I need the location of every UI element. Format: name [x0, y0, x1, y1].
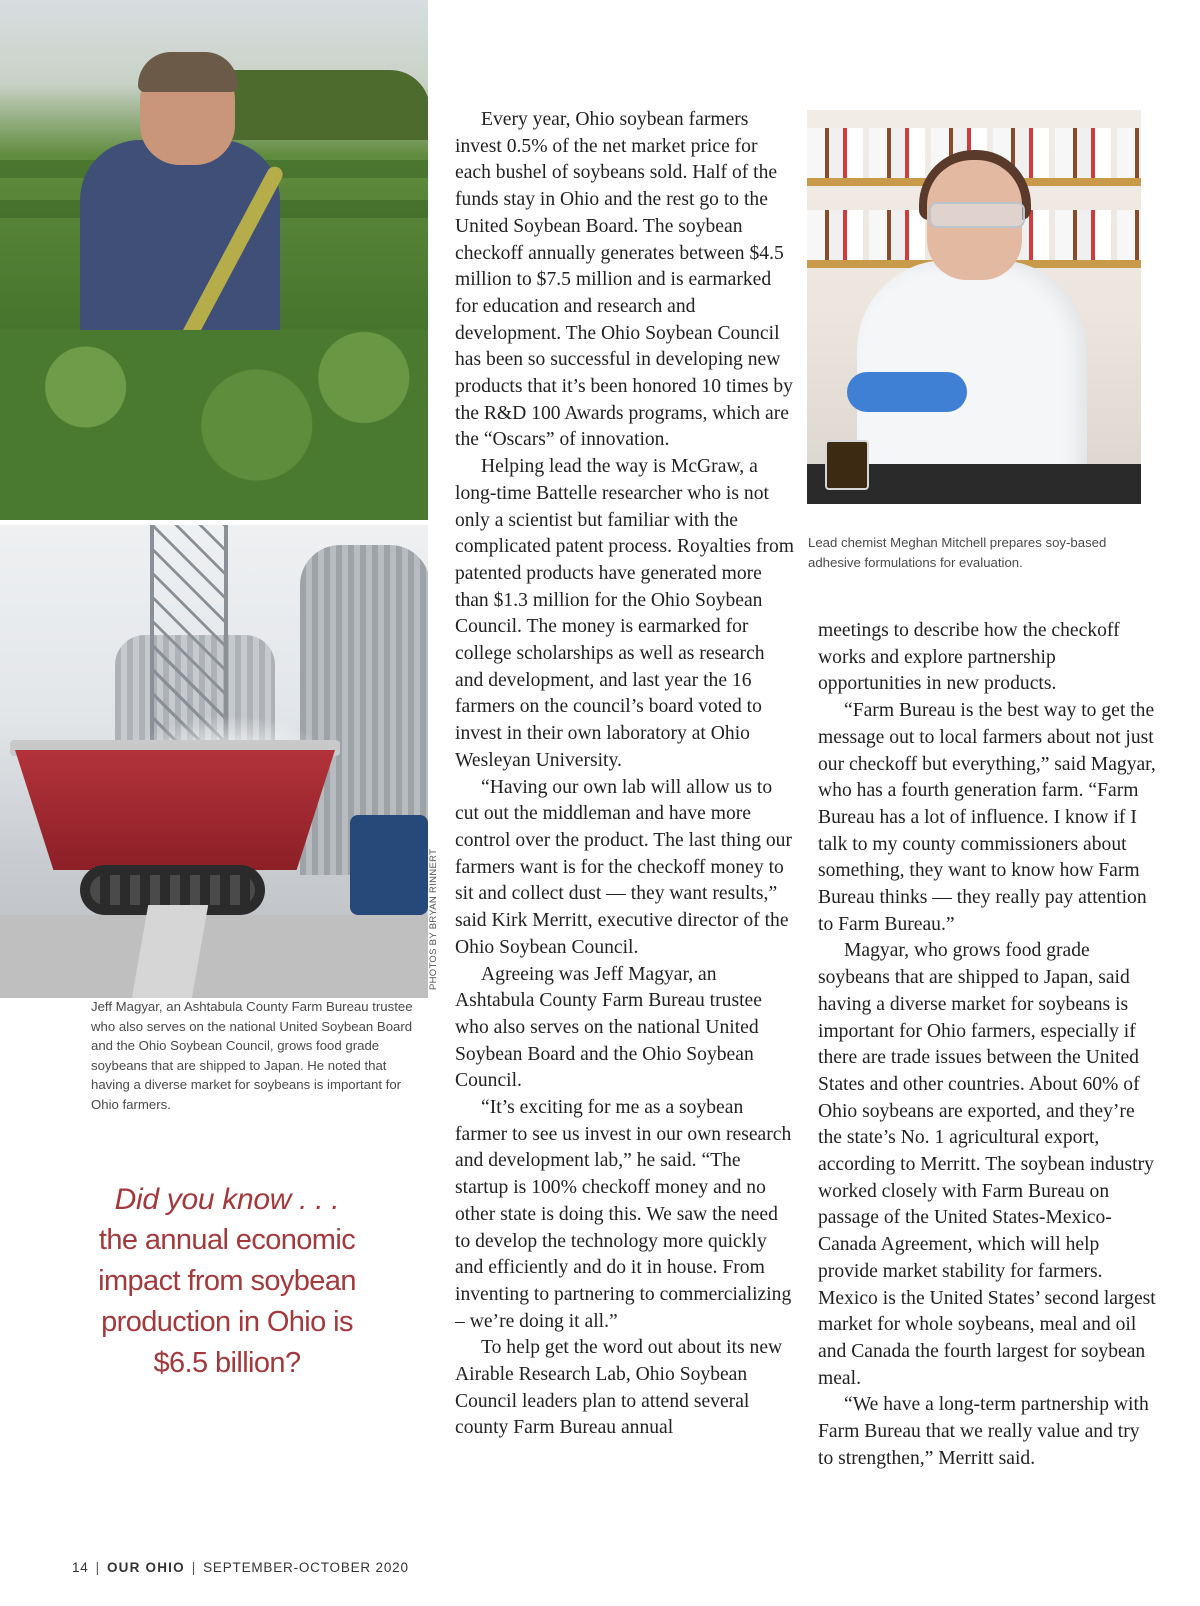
article-paragraph: “We have a long-term partnership with Farm Bureau that we really value and try to strengthen,” Merritt said. [818, 1394, 1149, 1469]
article-paragraph: Magyar, who grows food grade soybeans that are shipped to Japan, said having a diverse market for soybeans is important for Ohio farmers, especially if there are trade issues between the United States and other countries. About 60% of Ohio soybeans are exported, and they’re the state’s No. 1 agricultural export, according to Merritt. The soybean industry worked closely with Farm Bureau on passage of the United States-Mexico-Canada Agreement, which will help provide market stability for farmers. Mexico is the United States’ second largest market for whole soybeans, meal and oil and Canada the fourth largest for soybean meal. [818, 940, 1156, 1389]
farmer-photo-caption: Jeff Magyar, an Ashtabula County Farm Bureau trustee who also serves on the national United Soybean Board and the Ohio Soybean Council, grows food grade soybeans that are shipped to Japan. He noted that having a diverse market for soybeans is important for Ohio farmers. [91, 999, 413, 1112]
chemist-photo-caption: Lead chemist Meghan Mitchell prepares soy-based adhesive formulations for evaluation. [808, 535, 1107, 570]
article-paragraph: meetings to describe how the checkoff works and explore partnership opportunities in new products. [818, 620, 1120, 695]
article-paragraph: Helping lead the way is McGraw, a long-time Battelle researcher who is not only a scientist but familiar with the complicated patent process. Royalties from patented products have generated more than $1.3 million for the Ohio Soybean Council. The money is earmarked for college scholarships as well as research and development, and last year the 16 farmers on the council’s board voted to invest in their own laboratory at Ohio Wesleyan University. [455, 456, 794, 771]
footer-separator: | [95, 1560, 100, 1575]
article-column-middle [455, 107, 795, 1442]
issue-date: SEPTEMBER-OCTOBER 2020 [203, 1560, 409, 1575]
did-you-know-callout [86, 1180, 368, 1384]
did-you-know-lead: Did you know . . . [114, 1183, 340, 1216]
article-paragraph: “Farm Bureau is the best way to get the message out to local farmers about not just our checkoff but everything,” said Magyar, who has a fourth generation farm. “Farm Bureau has a lot of influence. I know if I talk to my county commissioners about something, they want to know how Farm Bureau thinks — they really pay attention to Farm Bureau.” [818, 700, 1156, 935]
article-column-right [818, 618, 1158, 1473]
grain-cart-photo [0, 525, 428, 998]
lab-chemist-photo [807, 110, 1141, 504]
magazine-name: OUR OHIO [106, 1560, 185, 1575]
article-paragraph: “It’s exciting for me as a soybean farmer to see us invest in our own research and development lab,” he said. “The startup is 100% checkoff money and no other state is doing this. We saw the need to develop the technology more quickly and efficiently and do it in house. From inventing to partnering to commercializing – we’re doing it all.” [455, 1097, 792, 1332]
article-paragraph: Agreeing was Jeff Magyar, an Ashtabula County Farm Bureau trustee who also serves on the national United Soybean Board and the Ohio Soybean Council. [455, 963, 762, 1092]
article-paragraph: Every year, Ohio soybean farmers invest 0.5% of the net market price for each bushel of soybeans sold. Half of the funds stay in Ohio and the rest go to the United Soybean Board. The soybean checkoff annually generates between $4.5 million to $7.5 million and is earmarked for education and research and development. The Ohio Soybean Council has been so successful in developing new products that it’s been honored 10 times by the R&D 100 Awards programs, which are the “Oscars” of innovation. [455, 109, 793, 451]
article-paragraph: “Having our own lab will allow us to cut out the middleman and have more control over the product. The last thing our farmers want is for the checkoff money to sit and collect dust — they want results,” said Kirk Merritt, executive director of the Ohio Soybean Council. [455, 776, 793, 958]
article-paragraph: To help get the word out about its new Airable Research Lab, Ohio Soybean Council leaders plan to attend several county Farm Bureau annual [455, 1337, 783, 1439]
farmer-in-soybean-field-photo [0, 0, 428, 520]
did-you-know-body: the annual economic impact from soybean production in Ohio is $6.5 billion? [98, 1224, 356, 1379]
page-footer [72, 1560, 409, 1575]
footer-separator: | [191, 1560, 197, 1575]
photo-credit: PHOTOS BY BRYAN RINNERT [428, 848, 439, 990]
page-number: 14 [72, 1560, 89, 1575]
